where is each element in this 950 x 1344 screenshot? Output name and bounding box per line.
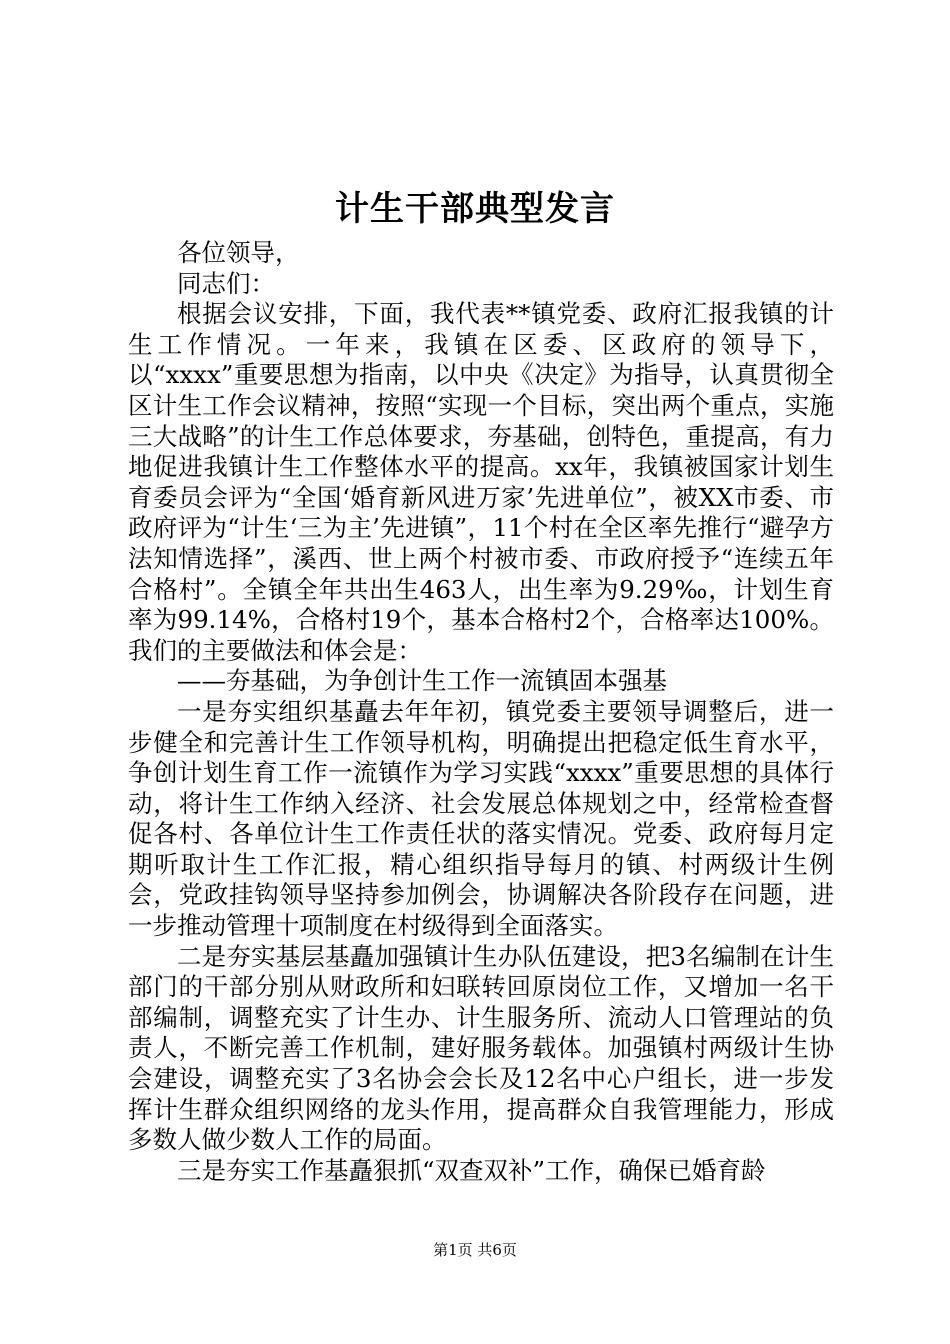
salutation-comrades: 同志们：	[177, 268, 275, 298]
paragraph-intro: 根据会议安排，下面，我代表**镇党委、政府汇报我镇的计生工作情况。一年来，我镇在区委、区政府的领导下，以“xxxx”重要思想为指南，以中央《决定》为指导，认真贯彻全区计生工作会议精神，按照“实现一个目标，突出两个重点，实施三大战略”的计生工作总体要求，夯基础，创特色，重提高，有力地促进我镇计生工作整体水平的提高。xx年，我镇被国家计划生育委员会评为“全国‘婚育新风进万家’先进单位”，被XX市委、市政府评为“计生‘三为主’先进镇”，11个村在全区率先推行“避孕方法知情选择”，溪西、世上两个村被市委、市政府授予“连续五年合格村”。全镇全年共出生463人，出生率为9.29‰，计划生育率为99.14%，合格村19个，基本合格村2个，合格率达100%。我们的主要做法和体会是：	[128, 299, 834, 665]
section-heading: ——夯基础，为争创计生工作一流镇固本强基	[177, 666, 667, 696]
paragraph-work: 三是夯实工作基矗狠抓“双查双补”工作，确保已婚育龄	[177, 1155, 766, 1185]
salutation-leaders: 各位领导，	[177, 238, 300, 267]
document-body	[128, 238, 834, 1186]
paragraph-organization: 一是夯实组织基矗去年年初，镇党委主要领导调整后，进一步健全和完善计生工作领导机构，明确提出把稳定低生育水平，争创计划生育工作一流镇作为学习实践“xxxx”重要思想的具体行动，将计生工作纳入经济、社会发展总体规划之中，经常检查督促各村、各单位计生工作责任状的落实情况。党委、政府每月定期听取计生工作汇报，精心组织指导每月的镇、村两级计生例会，党政挂钩领导坚持参加例会，协调解决各阶段存在问题，进一步推动管理十项制度在村级得到全面落实。	[128, 696, 834, 941]
paragraph-grassroots: 二是夯实基层基矗加强镇计生办队伍建设，把3名编制在计生部门的干部分别从财政所和妇联转回原岗位工作，又增加一名干部编制，调整充实了计生办、计生服务所、流动人口管理站的负责人，不断完善工作机制，建好服务载体。加强镇村两级计生协会建设，调整充实了3名协会会长及12名中心户组长，进一步发挥计生群众组织网络的龙头作用，提高群众自我管理能力，形成多数人做少数人工作的局面。	[128, 941, 834, 1155]
page-title: 计生干部典型发言	[335, 189, 615, 229]
page-number-footer: 第1页 共6页	[433, 1241, 517, 1259]
